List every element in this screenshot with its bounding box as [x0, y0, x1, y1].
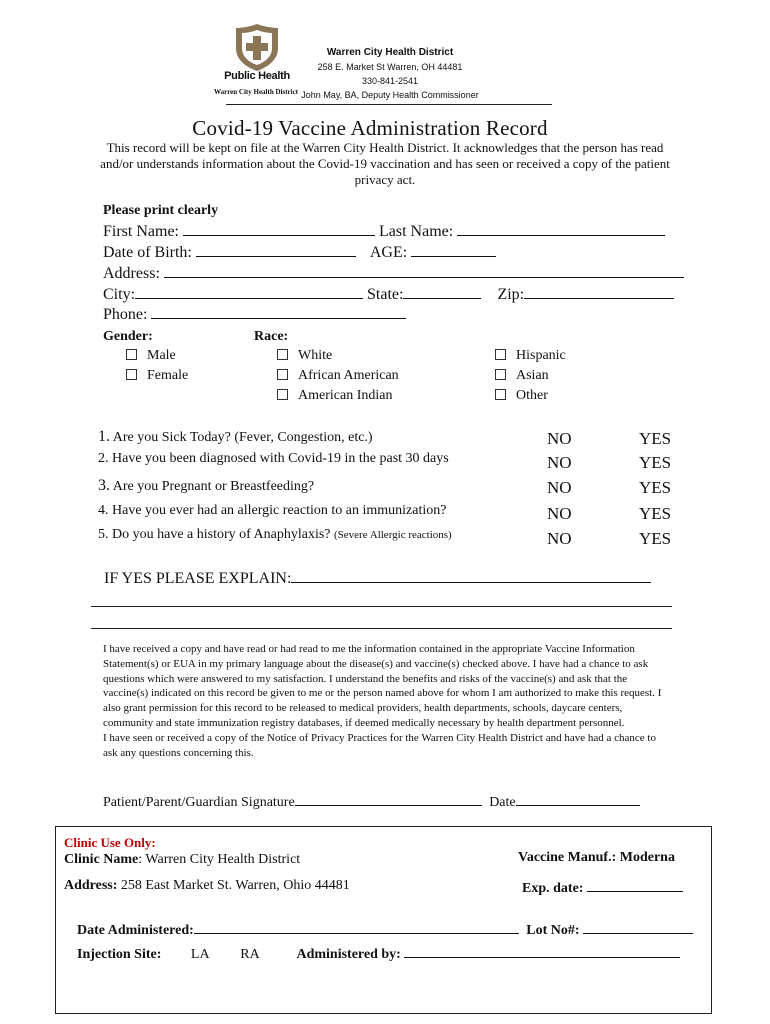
consent-paragraph-2: I have seen or received a copy of the Notice of Privacy Practices for the Warren City Health District and have had a chance to ask any questions concerning this. — [103, 731, 656, 759]
explain-line-3[interactable] — [91, 628, 672, 629]
org-commissioner: John May, BA, Deputy Health Commissioner — [301, 90, 479, 100]
logo — [210, 22, 305, 102]
race-label: Race: — [254, 329, 289, 344]
no-answers — [547, 426, 572, 552]
race-options-col1 — [277, 346, 399, 406]
date-administered-label: Date Administered: — [77, 923, 194, 938]
no-option-4[interactable]: NO — [547, 503, 572, 523]
race-asian[interactable]: Asian — [495, 366, 566, 386]
page-title: Covid-19 Vaccine Administration Record — [192, 116, 548, 140]
org-info — [300, 46, 480, 102]
checkbox-icon[interactable] — [495, 389, 506, 400]
yes-option-3[interactable]: YES — [639, 478, 672, 497]
question-1: 1. Are you Sick Today? (Fever, Congestion, etc.) — [98, 428, 373, 445]
org-phone: 330-841-2541 — [361, 76, 419, 86]
explain-field[interactable] — [291, 569, 651, 583]
city-row — [103, 285, 674, 304]
dob-field[interactable] — [196, 243, 356, 257]
clinic-address-value: 258 East Market St. Warren, Ohio 44481 — [117, 878, 350, 893]
checkbox-icon[interactable] — [277, 369, 288, 380]
yes-option-1[interactable]: YES — [639, 429, 672, 448]
explain-row — [104, 569, 651, 588]
no-option-2[interactable]: NO — [547, 452, 572, 472]
checkbox-icon[interactable] — [126, 369, 137, 380]
gender-options — [126, 346, 188, 386]
administered-by-field[interactable] — [404, 944, 680, 958]
exp-date-label: Exp. date: — [522, 881, 584, 896]
lot-field[interactable] — [583, 920, 693, 934]
lot-label: Lot No#: — [526, 923, 580, 938]
exp-date-field[interactable] — [587, 878, 683, 892]
yes-option-2[interactable]: YES — [639, 452, 672, 472]
checkbox-icon[interactable] — [277, 349, 288, 360]
dob-label: Date of Birth: — [103, 244, 192, 261]
gender-male[interactable]: Male — [126, 346, 188, 366]
last-name-field[interactable] — [457, 222, 665, 236]
no-option-5[interactable]: NO — [547, 529, 572, 548]
age-field[interactable] — [411, 243, 496, 257]
consent-paragraph-1: I have received a copy and have read or had read to me the information contained in the appropriate Vaccine Information Statement(s) or EUA in my primary language about the disease(s) and vaccine(s) checked above. I have had a chance to ask questions which were answered to my satisfaction. I understand the benefits and risks of the vaccine(s) and ask that the vaccine(s) indicated on this record be given to me or the person named above for whom I am authorized to make this request. I also grant permission for this record to be released to medical providers, health departments, schools, daycare centers, community and state immunization registry databases, if deemed medically necessary by health department personnel. — [103, 643, 662, 729]
age-label: AGE: — [369, 244, 408, 261]
state-field[interactable] — [403, 285, 481, 299]
vaccine-manufacturer: Vaccine Manuf.: Moderna — [518, 850, 675, 865]
org-name: Warren City Health District — [326, 47, 454, 58]
signature-label: Patient/Parent/Guardian Signature — [103, 795, 295, 810]
city-label: City: — [103, 286, 136, 303]
name-row — [103, 222, 703, 241]
date-administered-row — [77, 920, 693, 939]
first-name-label: First Name: — [103, 223, 179, 240]
race-other[interactable]: Other — [495, 386, 566, 406]
zip-label: Zip: — [497, 286, 525, 303]
race-white[interactable]: White — [277, 346, 399, 366]
header-divider — [226, 104, 552, 105]
phone-row — [103, 305, 406, 324]
explain-line-2[interactable] — [91, 606, 672, 607]
question-2: 2. Have you been diagnosed with Covid-19 in the past 30 days — [98, 451, 449, 466]
no-option-1[interactable]: NO — [547, 429, 572, 448]
print-clearly-label: Please print clearly — [103, 203, 219, 218]
date-administered-field[interactable] — [194, 920, 519, 934]
org-address: 258 E. Market St Warren, OH 44481 — [317, 62, 463, 72]
explain-label: IF YES PLEASE EXPLAIN: — [104, 570, 292, 587]
consent-text — [103, 642, 663, 760]
clinic-address-row — [64, 878, 350, 894]
clinic-name-value: : Warren City Health District — [138, 852, 301, 867]
yes-option-4[interactable]: YES — [639, 503, 672, 523]
address-field[interactable] — [164, 264, 684, 278]
page-subtitle: This record will be kept on file at the Warren City Health District. It acknowledges that the person has read and/or understands information about the Covid-19 vaccination and has seen or received a copy of the patient privacy act. — [100, 140, 670, 187]
race-options-col2 — [495, 346, 566, 406]
no-option-3[interactable]: NO — [547, 478, 572, 497]
question-5: 5. Do you have a history of Anaphylaxis? (Severe Allergic reactions) — [98, 527, 452, 542]
administered-by-label: Administered by: — [296, 947, 401, 962]
zip-field[interactable] — [524, 285, 674, 299]
checkbox-icon[interactable] — [277, 389, 288, 400]
clinic-use-only-label: Clinic Use Only: — [64, 835, 156, 850]
date-field[interactable] — [516, 792, 640, 806]
clinic-address-label: Address: — [64, 878, 118, 893]
signature-row — [103, 792, 640, 811]
clinic-name-row — [64, 852, 300, 868]
site-la-option[interactable]: LA — [190, 947, 209, 962]
question-3: 3. Are you Pregnant or Breastfeeding? — [98, 477, 315, 494]
address-label: Address: — [103, 265, 160, 282]
question-4: 4. Have you ever had an allergic reaction to an immunization? — [98, 503, 447, 518]
clinic-use-box — [55, 826, 712, 1014]
signature-field[interactable] — [295, 792, 482, 806]
yes-answers — [639, 426, 671, 552]
site-ra-option[interactable]: RA — [240, 947, 259, 962]
gender-female[interactable]: Female — [126, 366, 188, 386]
injection-site-row — [77, 944, 680, 963]
clinic-name-label: Clinic Name — [64, 852, 139, 867]
date-label: Date — [489, 795, 516, 810]
city-field[interactable] — [135, 285, 363, 299]
last-name-label: Last Name: — [379, 223, 454, 240]
phone-label: Phone: — [103, 306, 148, 323]
exp-date-row — [522, 878, 683, 897]
logo-title: Public Health — [224, 70, 290, 82]
race-hispanic[interactable]: Hispanic — [495, 346, 566, 366]
logo-subtitle: Warren City Health District — [213, 88, 299, 96]
dob-row — [103, 243, 496, 262]
checkbox-icon[interactable] — [126, 349, 137, 360]
first-name-field[interactable] — [183, 222, 375, 236]
address-row — [103, 264, 684, 283]
gender-label: Gender: — [103, 329, 153, 344]
checkbox-icon[interactable] — [495, 369, 506, 380]
checkbox-icon[interactable] — [495, 349, 506, 360]
state-label: State: — [367, 286, 404, 303]
phone-field[interactable] — [151, 305, 406, 319]
race-african-american[interactable]: African American — [277, 366, 399, 386]
race-american-indian[interactable]: American Indian — [277, 386, 399, 406]
yes-option-5[interactable]: YES — [639, 529, 672, 548]
injection-site-label: Injection Site: — [77, 947, 162, 962]
